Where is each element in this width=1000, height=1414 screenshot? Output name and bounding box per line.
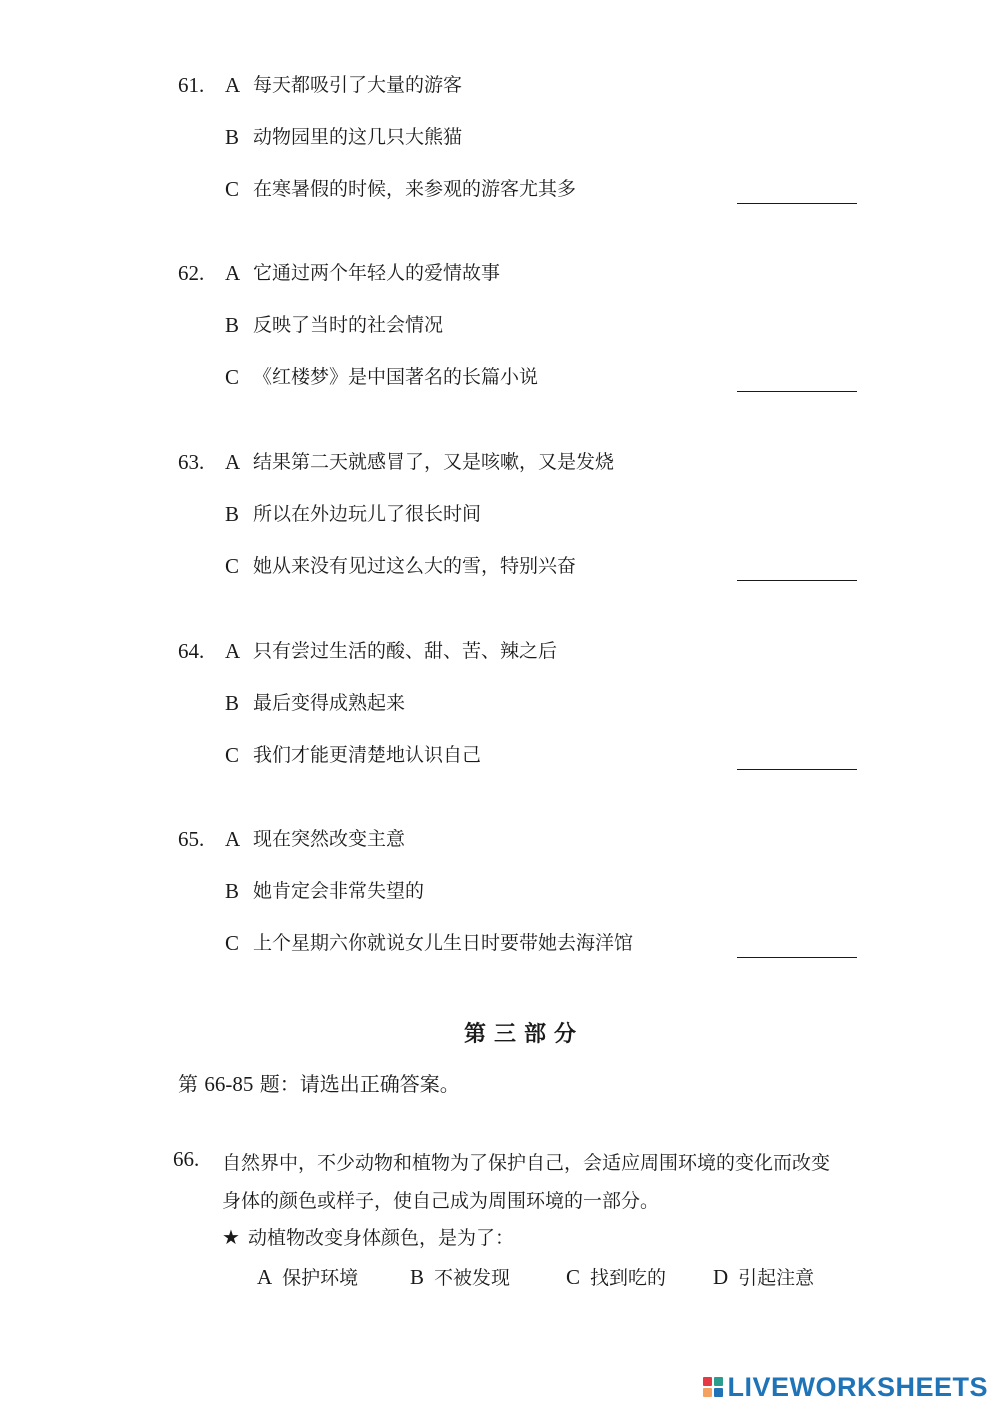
item-row [0,928,1000,958]
item-text: 动物园里的这几只大熊猫 [253,126,463,148]
section-title: 第三部分 [463,1021,584,1047]
passage-line: 身体的颜色或样子，使自己成为周围环境的一部分。 [222,1190,660,1212]
item-letter: C [225,743,240,767]
question-66-passage [222,1144,882,1220]
answer-blank-62[interactable] [737,366,857,392]
item-text: 上个星期六你就说女儿生日时要带她去海洋馆 [253,932,634,954]
instruction-suffix: 题：请选出正确答案。 [253,1072,460,1096]
item-letter: A [225,73,241,97]
item-letter: C [225,931,240,955]
logo-icon [703,1377,723,1397]
question-number: 64. [178,639,205,663]
prompt-text: 动植物改变身体颜色，是为了： [247,1227,514,1249]
passage-line: 自然界中，不少动物和植物为了保护自己，会适应周围环境的变化而改变 [222,1152,831,1174]
option-letter: A [257,1265,273,1289]
item-row [0,362,1000,392]
item-text: 反映了当时的社会情况 [253,314,444,336]
item-row [0,876,1000,906]
item-row [0,824,1000,854]
item-text: 所以在外边玩儿了很长时间 [253,503,482,525]
logo-text: LIVEWORKSHEETS [727,1371,988,1402]
item-row [0,740,1000,770]
item-letter: A [225,827,241,851]
item-letter: C [225,177,240,201]
logo-square [703,1388,712,1397]
instruction-prefix: 第 [178,1072,205,1096]
item-letter: C [225,554,240,578]
item-row [0,310,1000,340]
question-number: 65. [178,827,205,851]
question-number: 61. [178,73,205,97]
item-row [0,447,1000,477]
item-row [0,688,1000,718]
question-number: 63. [178,450,205,474]
option-text: 找到吃的 [590,1267,667,1289]
star-icon: ★ [222,1225,240,1249]
option-c[interactable] [566,1261,666,1294]
item-letter: A [225,639,241,663]
answer-blank-64[interactable] [737,744,857,770]
item-text: 现在突然改变主意 [253,828,406,850]
item-row [0,258,1000,288]
option-letter: D [713,1265,729,1289]
option-text: 引起注意 [738,1267,815,1289]
item-letter: C [225,365,240,389]
item-row [0,636,1000,666]
question-number: 62. [178,261,205,285]
logo-square [714,1377,723,1386]
item-text: 她肯定会非常失望的 [253,880,425,902]
option-b[interactable] [410,1261,510,1294]
item-row [0,174,1000,204]
item-text: 《红楼梦》是中国著名的长篇小说 [253,366,539,388]
liveworksheets-logo[interactable] [703,1372,988,1402]
logo-square [703,1377,712,1386]
item-letter: B [225,502,240,526]
option-letter: C [566,1265,581,1289]
logo-square [714,1388,723,1397]
option-a[interactable] [257,1261,358,1294]
section-instruction [178,1068,460,1097]
item-text: 只有尝过生活的酸、甜、苦、辣之后 [253,640,558,662]
option-letter: B [410,1265,425,1289]
item-row [0,122,1000,152]
answer-blank-63[interactable] [737,555,857,581]
item-letter: B [225,313,240,337]
item-text: 在寒暑假的时候，来参观的游客尤其多 [253,178,577,200]
item-text: 我们才能更清楚地认识自己 [253,744,482,766]
item-text: 最后变得成熟起来 [253,692,406,714]
instruction-range: 66-85 [204,1072,254,1096]
option-d[interactable] [713,1261,814,1294]
item-letter: B [225,879,240,903]
item-text: 每天都吸引了大量的游客 [253,74,463,96]
item-letter: B [225,691,240,715]
answer-blank-65[interactable] [737,932,857,958]
item-text: 她从来没有见过这么大的雪，特别兴奋 [253,555,577,577]
option-text: 不被发现 [434,1267,511,1289]
answer-blank-61[interactable] [737,178,857,204]
item-text: 结果第二天就感冒了，又是咳嗽，又是发烧 [253,451,615,473]
question-66-options [0,1261,1000,1293]
option-text: 保护环境 [282,1267,359,1289]
item-row [0,551,1000,581]
question-number: 66. [173,1147,200,1171]
item-letter: A [225,450,241,474]
item-letter: B [225,125,240,149]
item-row [0,499,1000,529]
item-letter: A [225,261,241,285]
item-text: 它通过两个年轻人的爱情故事 [253,262,501,284]
question-66-prompt [222,1220,514,1255]
item-row [0,70,1000,100]
